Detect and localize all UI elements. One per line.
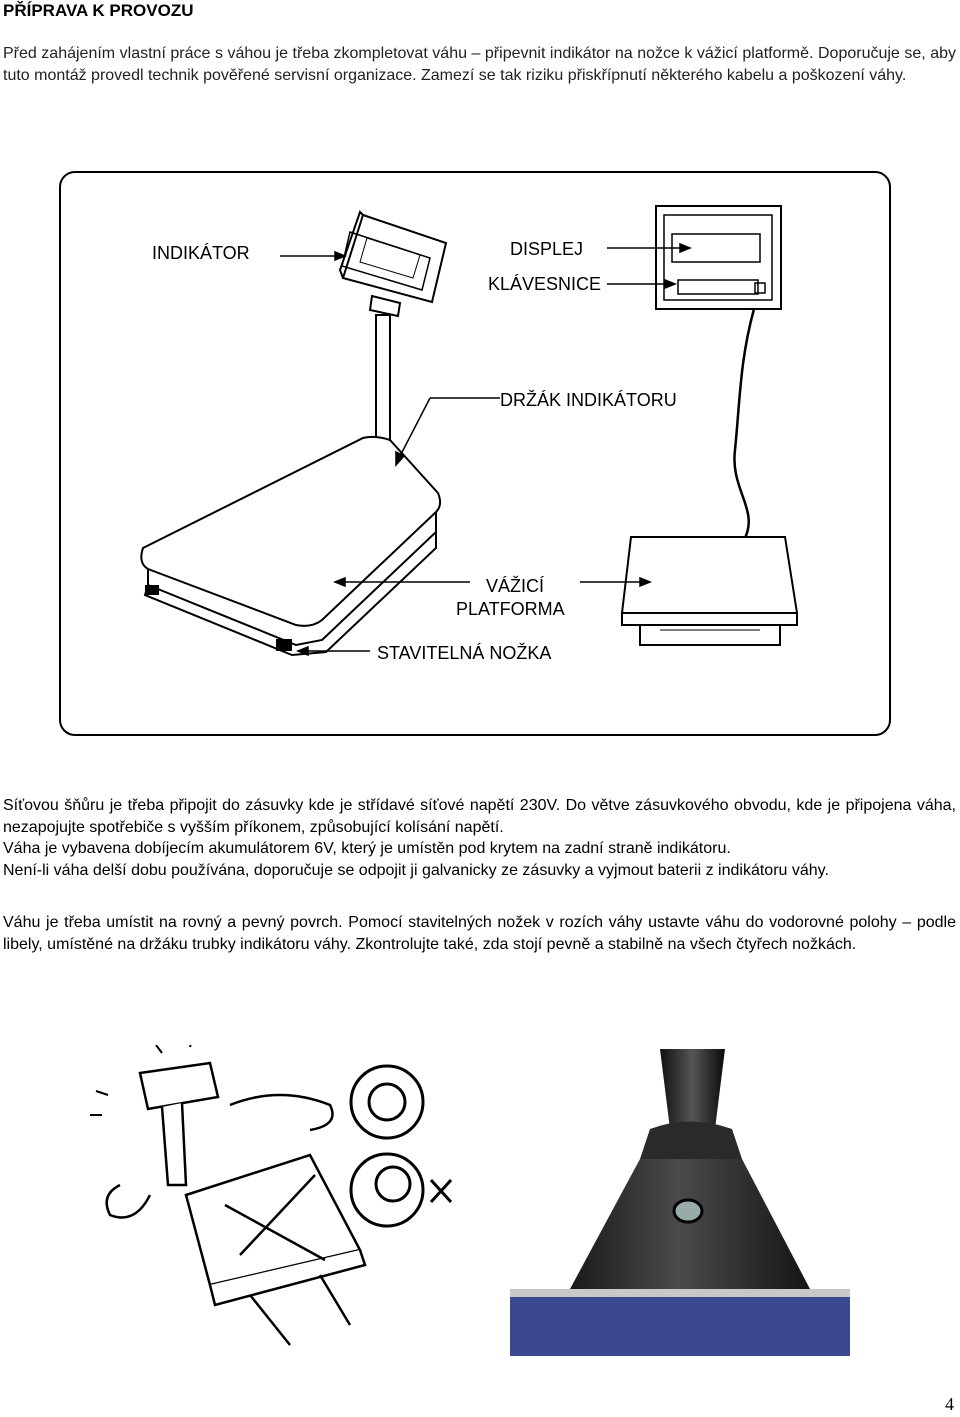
level-correct-icon: [351, 1066, 423, 1138]
display-illustration: [656, 206, 781, 540]
power-text-1: Síťovou šňůru je třeba připojit do zásuvky kde je střídavé síťové napětí 230V. Do větve zásuvkového obvodu, kde je připojena váha, nezapojujte spotřebiče s vyšším příkonem, způsobující kolísání napětí.: [3, 797, 956, 836]
indicator-illustration: [340, 212, 446, 478]
power-text-2: Váha je vybavena dobíjecím akumulátorem 6V, který je umístěn pod krytem na zadní straně indikátoru.: [3, 840, 731, 857]
label-platform-2: PLATFORMA: [456, 599, 565, 619]
label-keyboard: KLÁVESNICE: [488, 274, 602, 294]
page-number: 4: [945, 1394, 954, 1414]
intro-paragraph: Před zahájením vlastní práce s váhou je třeba zkompletovat váhu – připevnit indikátor na nožce k vážicí platformě. Doporučuje se, aby tuto montáž provedl technik pověřené servisní organizace. Zamezí se tak riziku přiskřípnutí některého kabelu a poškození váhy.: [3, 45, 956, 84]
pole-base-photo: [510, 1049, 850, 1356]
label-holder: DRŽÁK INDIKÁTORU: [500, 390, 677, 410]
label-indicator: INDIKÁTOR: [152, 243, 250, 263]
power-text-3: Není-li váha delší dobu používána, doporučuje se odpojit ji galvanicky ze zásuvky a vyjmout baterii z indikátoru váhy.: [3, 861, 829, 879]
level-bubble-icons: [345, 1060, 465, 1240]
power-paragraph: [3, 795, 956, 881]
label-platform-1: VÁŽICÍ: [486, 576, 545, 596]
right-platform-illustration: [622, 537, 797, 645]
level-wrong-icon: [351, 1154, 451, 1226]
page-heading: PŘÍPRAVA K PROVOZU: [3, 1, 194, 20]
label-foot: STAVITELNÁ NOŽKA: [377, 643, 552, 663]
label-display: DISPLEJ: [510, 239, 584, 259]
leveling-paragraph: Váhu je třeba umístit na rovný a pevný povrch. Pomocí stavitelných nožek v rozích váhy ustavte váhu do vodorovné polohy – podle libely, umístěné na držáku trubky indikátoru váhy. Zkontrolujte také, zda stojí pevně a stabilně na všech čtyřech nožkách.: [3, 914, 956, 953]
platform-illustration: [141, 437, 440, 655]
